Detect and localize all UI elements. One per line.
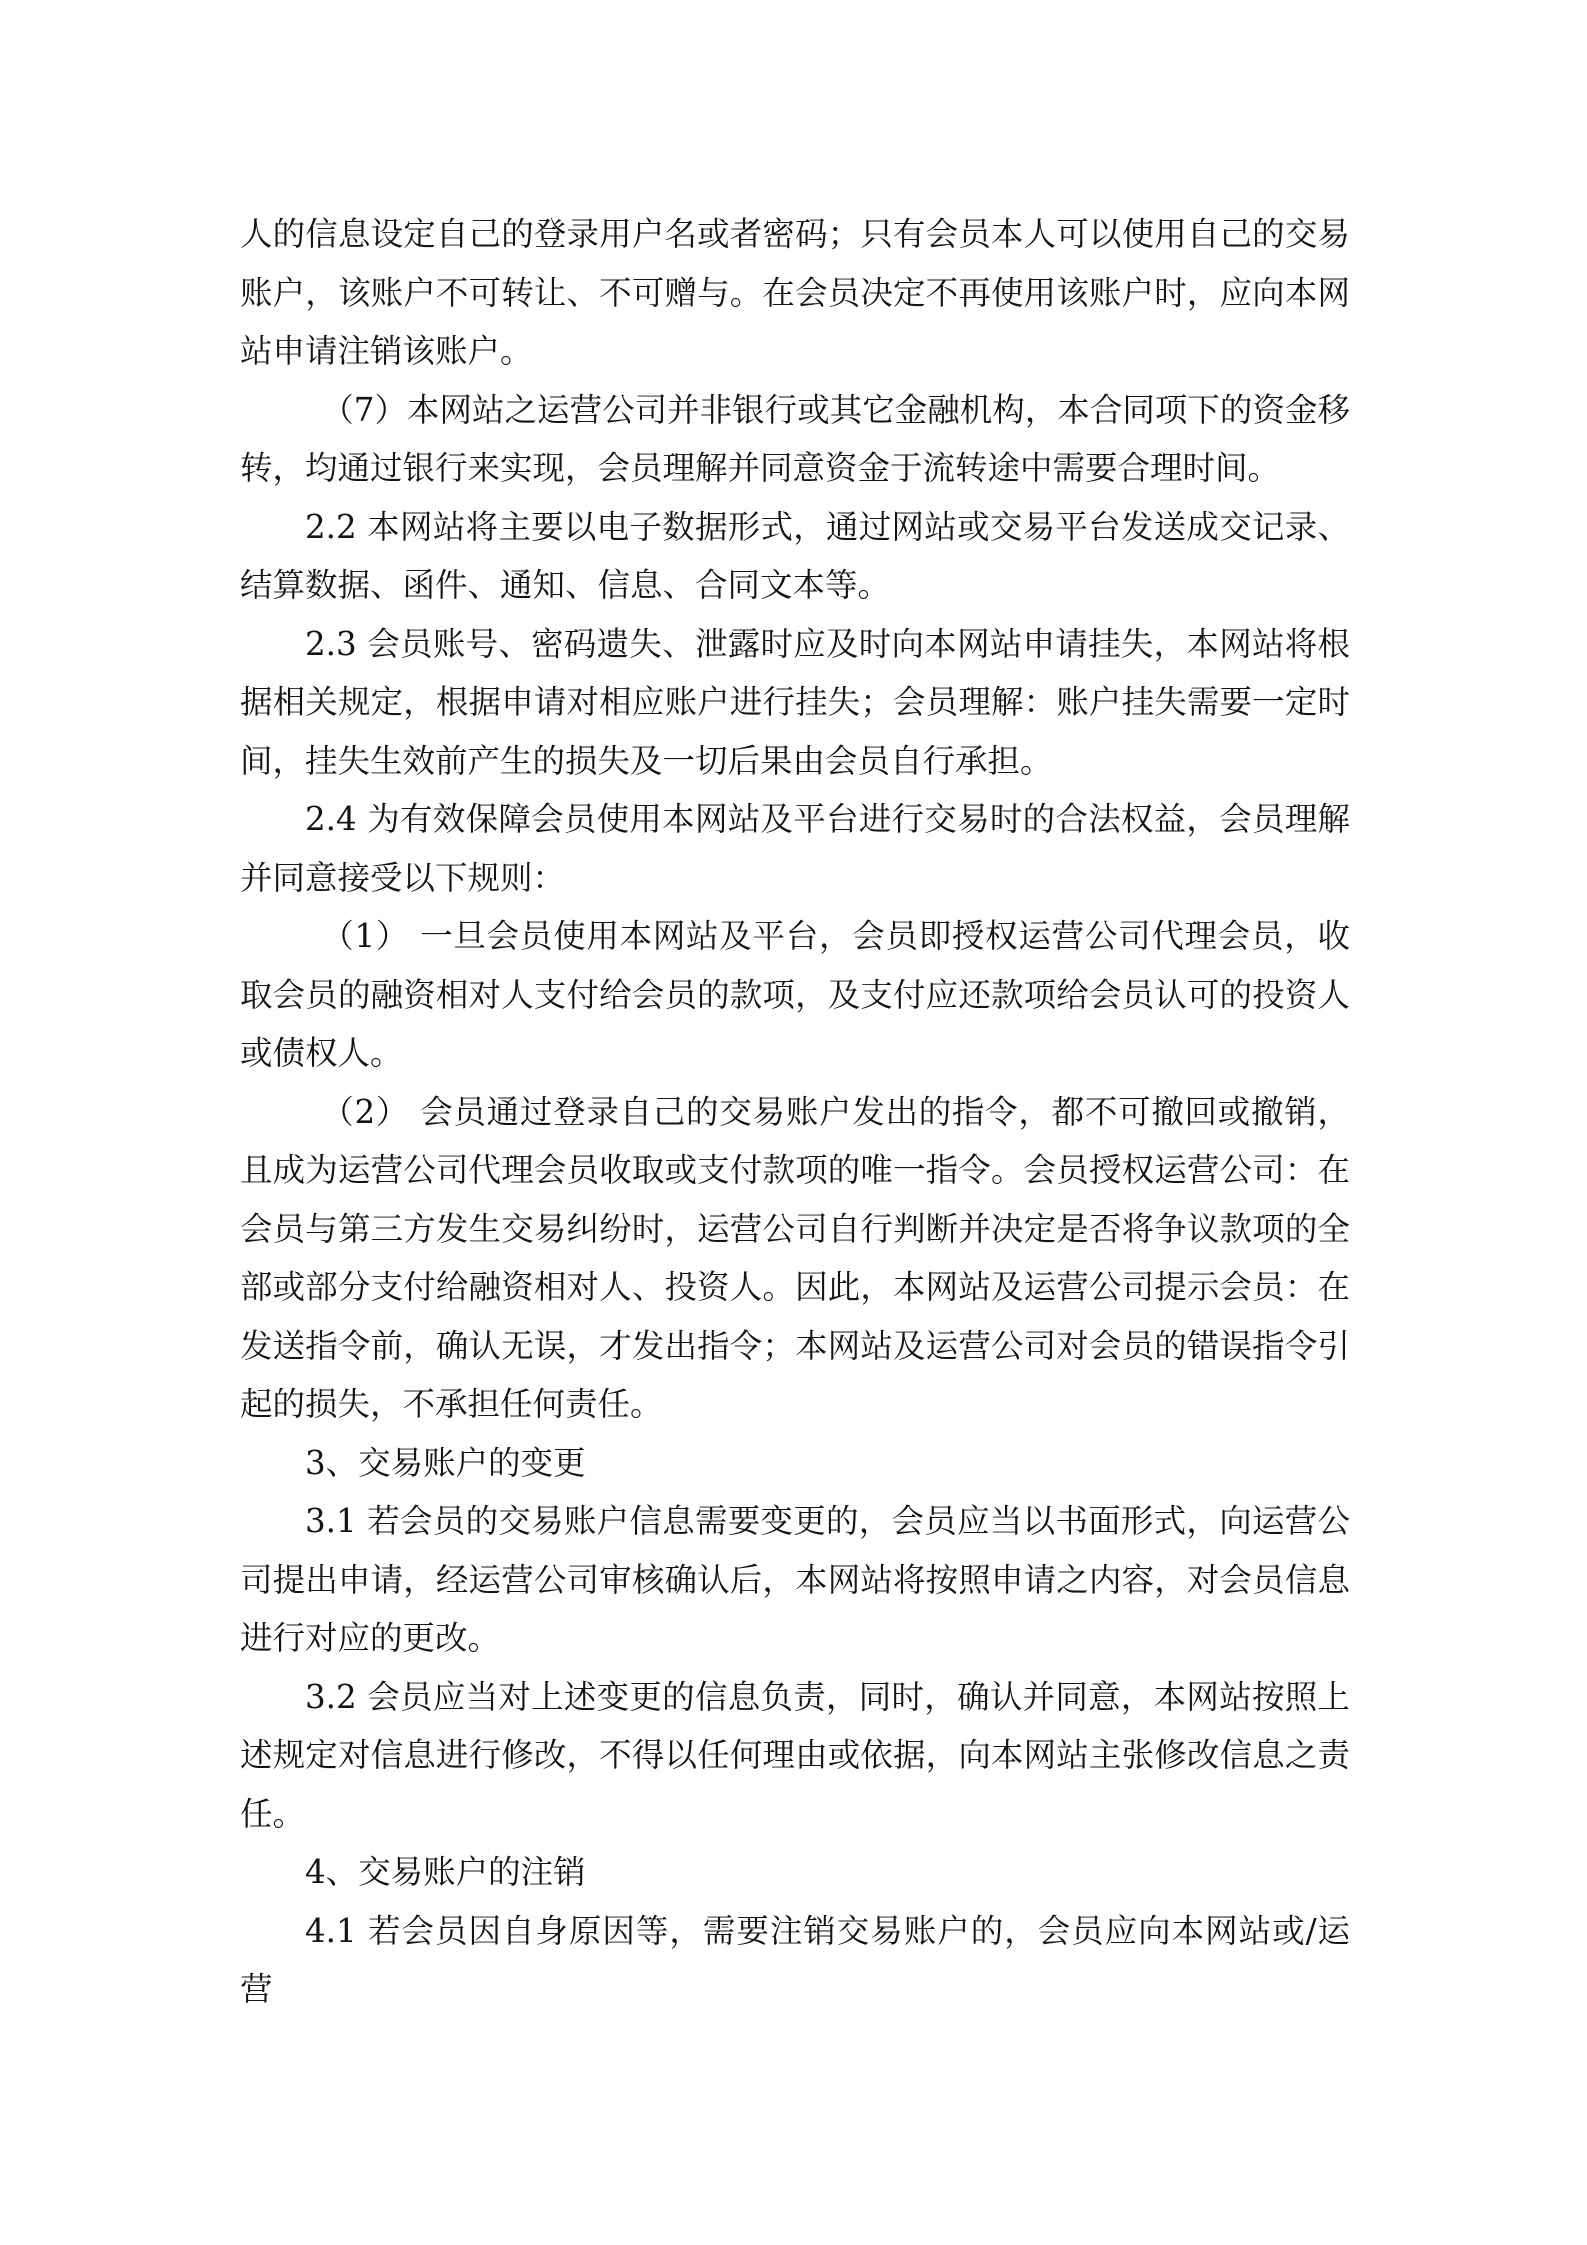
paragraph-clause-7: （7）本网站之运营公司并非银行或其它金融机构，本合同项下的资金移转，均通过银行来实现，会员理解并同意资金于流转途中需要合理时间。 xyxy=(240,390,1350,487)
paragraph-4-1: 4.1 若会员因自身原因等，需要注销交易账户的，会员应向本网站或/运营 xyxy=(240,1911,1350,2008)
paragraph-clause-2: （2） 会员通过登录自己的交易账户发出的指令，都不可撤回或撤销，且成为运营公司代理会员收取或支付款项的唯一指令。会员授权运营公司：在会员与第三方发生交易纠纷时，运营公司自行判断并决定是否将争议款项的全部或部分支付给融资相对人、投资人。因此，本网站及运营公司提示会员：在发送指令前，确认无误，才发出指令；本网站及运营公司对会员的错误指令引起的损失，不承担任何责任。 xyxy=(240,1092,1350,1423)
paragraph-2-2: 2.2 本网站将主要以电子数据形式，通过网站或交易平台发送成交记录、结算数据、函件、通知、信息、合同文本等。 xyxy=(240,507,1350,604)
section-heading-3: 3、交易账户的变更 xyxy=(305,1443,586,1482)
paragraph-3-2: 3.2 会员应当对上述变更的信息负责，同时，确认并同意，本网站按照上述规定对信息进行修改，不得以任何理由或依据，向本网站主张修改信息之责任。 xyxy=(240,1677,1350,1833)
paragraph-continuation: 人的信息设定自己的登录用户名或者密码；只有会员本人可以使用自己的交易账户，该账户不可转让、不可赠与。在会员决定不再使用该账户时，应向本网站申请注销该账户。 xyxy=(240,215,1350,370)
paragraph-clause-1: （1） 一旦会员使用本网站及平台，会员即授权运营公司代理会员，收取会员的融资相对人支付给会员的款项，及支付应还款项给会员认可的投资人或债权人。 xyxy=(240,917,1350,1072)
paragraph-3-1: 3.1 若会员的交易账户信息需要变更的，会员应当以书面形式，向运营公司提出申请，经运营公司审核确认后，本网站将按照申请之内容，对会员信息进行对应的更改。 xyxy=(240,1502,1350,1657)
paragraph-2-3: 2.3 会员账号、密码遗失、泄露时应及时向本网站申请挂失，本网站将根据相关规定，根据申请对相应账户进行挂失；会员理解：账户挂失需要一定时间，挂失生效前产生的损失及一切后果由会员自行承担。 xyxy=(240,624,1350,780)
document-page xyxy=(240,205,1350,2019)
section-heading-4: 4、交易账户的注销 xyxy=(305,1853,586,1891)
paragraph-2-4: 2.4 为有效保障会员使用本网站及平台进行交易时的合法权益，会员理解并同意接受以下规则： xyxy=(240,800,1350,897)
